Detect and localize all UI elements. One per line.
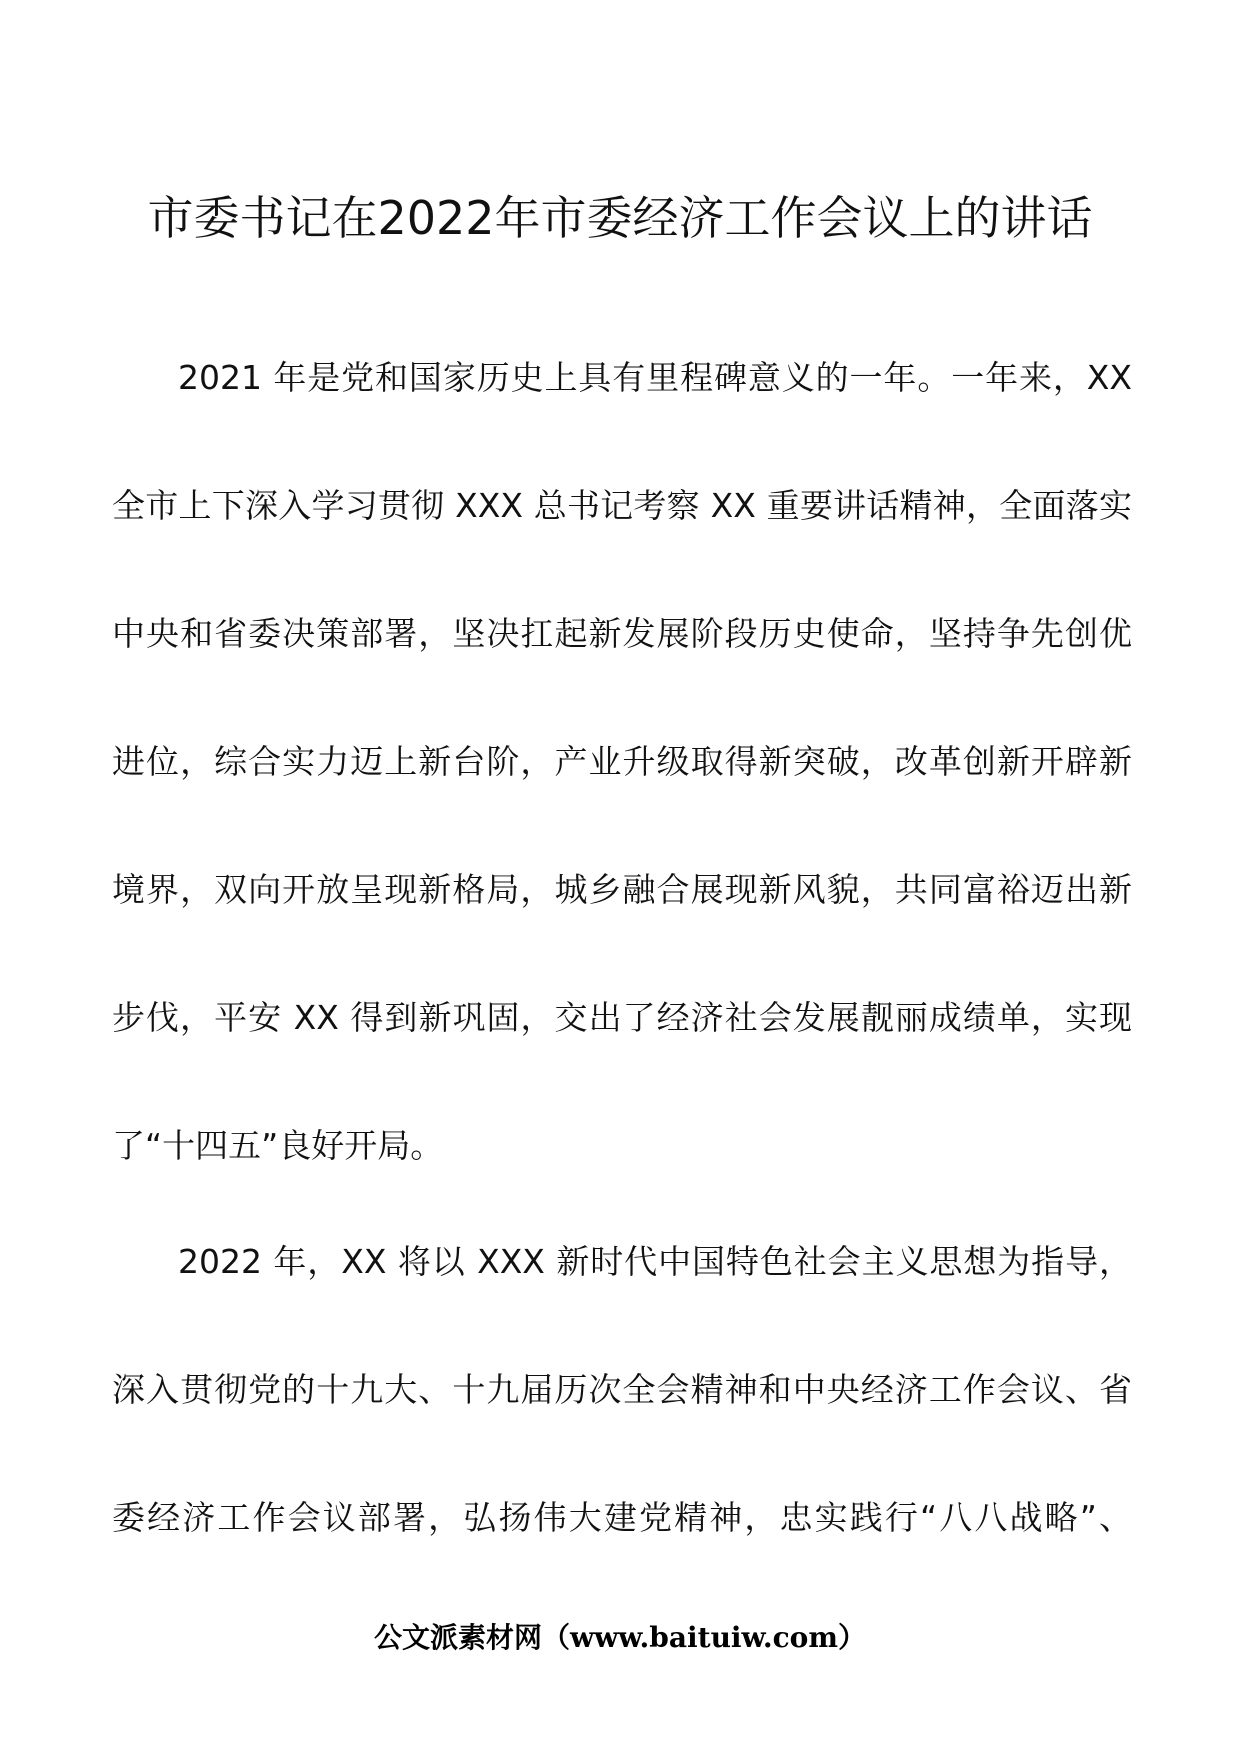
paragraph-2-line-1: 2022 年，XX 将以 XXX 新时代中国特色社会主义思想为指导， bbox=[178, 1242, 1132, 1281]
paragraph-2-line-3: 委经济工作会议部署，弘扬伟大建党精神，忠实践行“八八战略”、 bbox=[112, 1498, 1132, 1537]
paragraph-1-line-5: 境界，双向开放呈现新格局，城乡融合展现新风貌，共同富裕迈出新 bbox=[112, 870, 1132, 909]
footer-watermark: 公文派素材网（www.baituiw.com） bbox=[374, 1621, 866, 1654]
paragraph-1-line-3: 中央和省委决策部署，坚决扛起新发展阶段历史使命，坚持争先创优 bbox=[112, 614, 1132, 653]
paragraph-1-line-7: 了“十四五”良好开局。 bbox=[112, 1126, 444, 1165]
document-title: 市委书记在2022年市委经济工作会议上的讲话 bbox=[147, 191, 1093, 245]
paragraph-1-line-6: 步伐，平安 XX 得到新巩固，交出了经济社会发展靓丽成绩单，实现 bbox=[112, 998, 1132, 1037]
paragraph-1-line-2: 全市上下深入学习贯彻 XXX 总书记考察 XX 重要讲话精神，全面落实 bbox=[112, 486, 1132, 525]
paragraph-1-line-4: 进位，综合实力迈上新台阶，产业升级取得新突破，改革创新开辟新 bbox=[112, 742, 1132, 781]
paragraph-1-line-1: 2021 年是党和国家历史上具有里程碑意义的一年。一年来，XX bbox=[178, 358, 1132, 397]
paragraph-2-line-2: 深入贯彻党的十九大、十九届历次全会精神和中央经济工作会议、省 bbox=[112, 1370, 1132, 1409]
